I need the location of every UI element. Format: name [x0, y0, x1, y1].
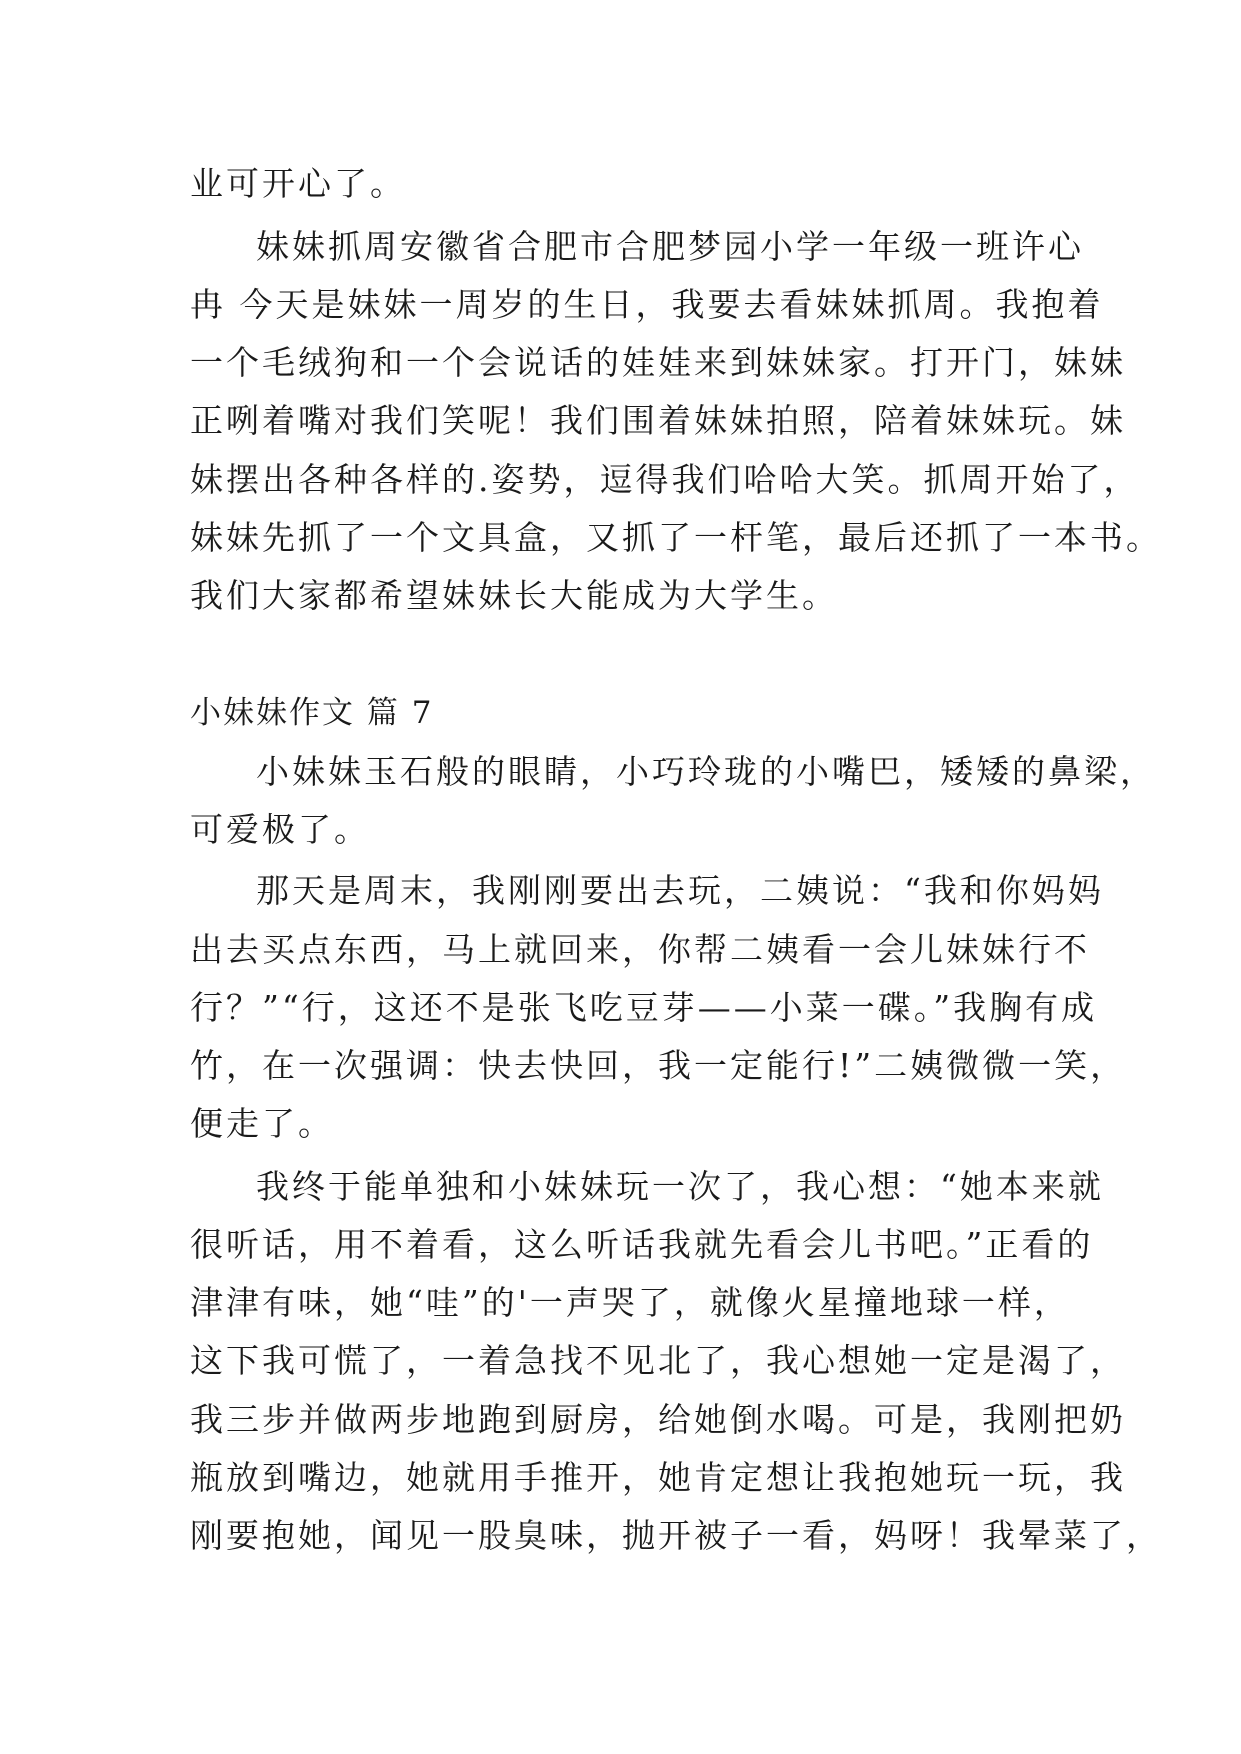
text-line: 妹妹先抓了一个文具盒，又抓了一杆笔，最后还抓了一本书。 [190, 518, 1162, 557]
text-line: 一个毛绒狗和一个会说话的娃娃来到妹妹家。打开门，妹妹 [190, 343, 1126, 382]
section-title: 小妹妹作文 篇 7 [190, 695, 434, 731]
text-line: 出去买点东西，马上就回来，你帮二姨看一会儿妹妹行不 [190, 930, 1090, 969]
text-line: 小妹妹玉石般的眼睛，小巧玲珑的小嘴巴，矮矮的鼻梁， [256, 752, 1156, 791]
text-line: 这下我可慌了，一着急找不见北了，我心想她一定是渴了， [190, 1341, 1126, 1380]
text-line: 瓶放到嘴边，她就用手推开，她肯定想让我抱她玩一玩，我 [190, 1458, 1126, 1497]
text-line: 我终于能单独和小妹妹玩一次了，我心想：“她本来就 [256, 1167, 1104, 1206]
text-line: 行？”“行，这还不是张飞吃豆芽——小菜一碟。”我胸有成 [190, 988, 1098, 1027]
text-line: 正咧着嘴对我们笑呢！我们围着妹妹拍照，陪着妹妹玩。妹 [190, 401, 1126, 440]
text-line: 那天是周末，我刚刚要出去玩，二姨说：“我和你妈妈 [256, 871, 1104, 910]
text-line: 津津有味，她“哇”的'一声哭了，就像火星撞地球一样， [190, 1283, 1070, 1322]
text-line: 刚要抱她，闻见一股臭味，抛开被子一看，妈呀！我晕菜了， [190, 1516, 1162, 1555]
text-line: 很听话，用不着看，这么听话我就先看会儿书吧。”正看的 [190, 1225, 1094, 1264]
text-line: 冉 今天是妹妹一周岁的生日，我要去看妹妹抓周。我抱着 [190, 285, 1104, 324]
text-line: 便走了。 [190, 1104, 334, 1143]
text-line: 可爱极了。 [190, 810, 370, 849]
text-line: 我们大家都希望妹妹长大能成为大学生。 [190, 576, 838, 615]
text-line: 业可开心了。 [190, 164, 406, 203]
text-line: 妹摆出各种各样的.姿势，逗得我们哈哈大笑。抓周开始了， [190, 460, 1140, 499]
text-line: 妹妹抓周安徽省合肥市合肥梦园小学一年级一班许心 [256, 227, 1084, 266]
text-line: 我三步并做两步地跑到厨房，给她倒水喝。可是，我刚把奶 [190, 1400, 1126, 1439]
text-line: 竹，在一次强调：快去快回，我一定能行!”二姨微微一笑， [190, 1046, 1127, 1085]
